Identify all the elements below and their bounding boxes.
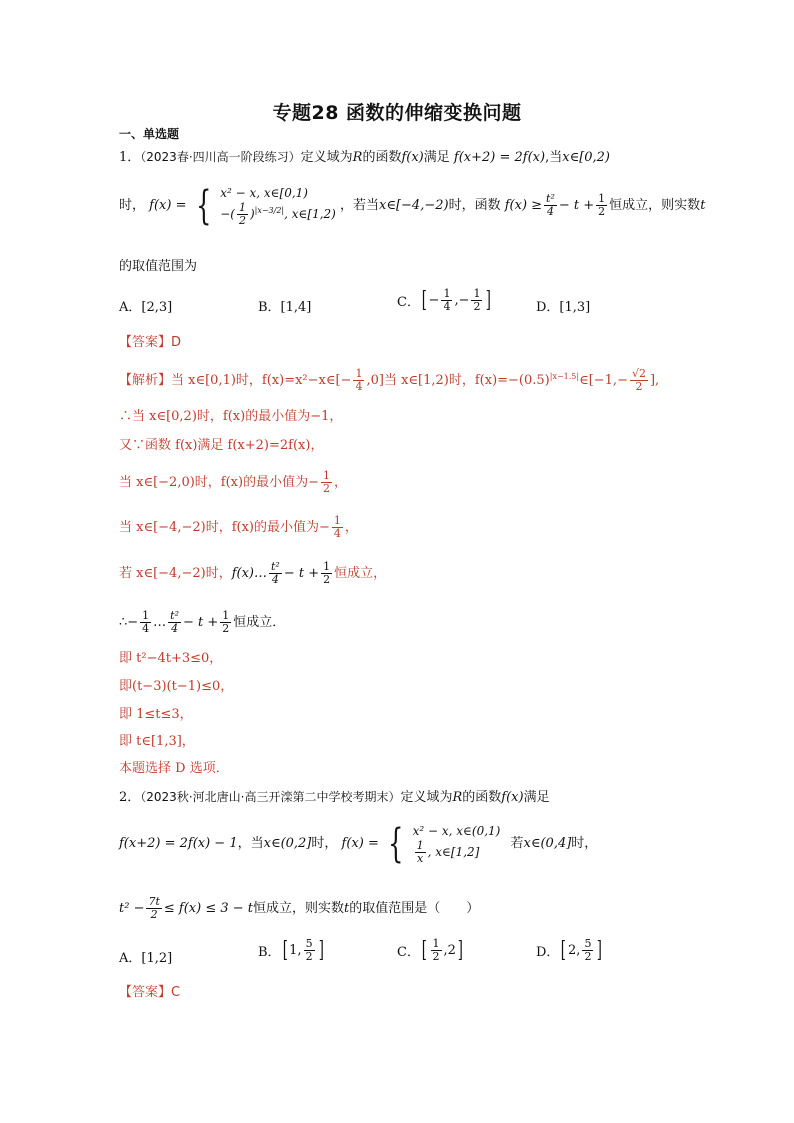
- q2-stem-line3: [119, 896, 479, 921]
- fraction: [471, 288, 482, 313]
- denominator: x: [416, 852, 424, 866]
- q1-solution-line9: 即(t−3)(t−1)≤0，: [119, 679, 234, 694]
- q1-piecewise: [220, 184, 336, 227]
- q1-piece1: x² − x, x∈[0,1): [220, 186, 308, 200]
- q2-piecewise: [413, 822, 501, 865]
- denominator: 2: [238, 214, 246, 228]
- numerator: t²: [546, 192, 555, 205]
- solution-text: 恒成立．: [233, 615, 286, 631]
- q1-piece2-dom: , x∈[1,2): [284, 207, 336, 222]
- q1-piece2-post: ): [249, 207, 255, 222]
- fraction: [146, 896, 161, 921]
- denominator: 4: [171, 622, 179, 636]
- denominator: 4: [443, 300, 451, 314]
- q1-t: t: [700, 197, 706, 213]
- numerator: t²: [271, 560, 280, 573]
- solution-text: ∈[−1,−: [579, 373, 628, 389]
- numerator: 5: [305, 937, 313, 950]
- solution-text: − t +: [183, 615, 219, 631]
- q2-text: 时，: [571, 835, 598, 851]
- q1-text: ，若当: [340, 197, 380, 213]
- q1-text: 时，函数: [448, 197, 501, 213]
- q1-stem-line1: [119, 150, 610, 166]
- q1-solution-line2: ∴当 x∈[0,2)时，f(x)的最小值为−1，: [119, 409, 343, 424]
- fraction: [269, 561, 282, 586]
- q1-solution-line4: 当 x∈[−2,0)时，f(x)的最小值为− $\frac{1}{2}$ ，: [119, 469, 347, 496]
- bracket-glyph: ]: [318, 937, 324, 963]
- q1-text: 恒成立，则实数: [609, 197, 701, 213]
- q2-condition2: x∈(0,4]: [523, 835, 572, 851]
- numerator: t²: [170, 609, 180, 622]
- fraction: [332, 515, 343, 540]
- numerator: 7t: [148, 895, 160, 908]
- q2-option-d-label: D．: [536, 945, 560, 961]
- q1-solution-line1: [119, 368, 659, 393]
- fraction: [220, 610, 231, 635]
- solution-text: 当 x∈[0,1)时，f(x)=x²−x∈[−: [171, 373, 352, 389]
- solution-text: ,0]当 x∈[1,2)时，f(x)=−(0.5): [366, 373, 550, 389]
- numerator: √2: [631, 367, 646, 380]
- q2-option-c: C．[ $\frac{1}{2}$ ,2]: [397, 937, 463, 964]
- denominator: 2: [598, 205, 606, 219]
- fraction: [582, 938, 593, 963]
- solution-exp: |x−1.5|: [549, 371, 580, 381]
- q1-stem-line3: 的取值范围为: [119, 259, 198, 274]
- denominator: 2: [322, 482, 330, 496]
- solution-text: 若 x∈[−4,−2)时，: [119, 566, 232, 582]
- numerator: 1: [416, 839, 424, 852]
- fraction: [353, 368, 364, 393]
- q2-text: 定义域为: [400, 790, 453, 805]
- denominator: 4: [355, 380, 363, 394]
- solution-text: 恒成立，: [334, 566, 387, 582]
- q2-text: 满足: [523, 790, 550, 805]
- q2-option-b-label: B．: [258, 945, 281, 961]
- solution-text: ],: [649, 373, 660, 389]
- q1-option-c: C．[ − $\frac{1}{4}$ ,− $\frac{1}{2}$ ]: [397, 287, 492, 314]
- q1-text: ,当: [545, 150, 563, 165]
- q2-fx-def: f(x) =: [341, 835, 379, 851]
- numerator: 1: [238, 201, 246, 214]
- q1-solution-line3: 又∵函数 f(x)满足 f(x+2)=2f(x)，: [119, 438, 324, 453]
- q1-solution-line5: 当 x∈[−4,−2)时，f(x)的最小值为− $\frac{1}{4}$ ，: [119, 514, 358, 541]
- q2-text: 的函数: [462, 790, 502, 805]
- denominator: 2: [584, 950, 592, 964]
- page-title: 专题28 函数的伸缩变换问题: [272, 102, 522, 124]
- q1-condition: x∈[0,2): [562, 150, 611, 165]
- fraction: [544, 193, 557, 218]
- denominator: 4: [333, 527, 341, 541]
- solution-text: 当 x∈[−2,0)时，f(x)的最小值为−: [119, 475, 319, 491]
- fraction: [237, 202, 248, 227]
- fraction: [304, 938, 315, 963]
- denominator: 2: [635, 380, 643, 394]
- numerator: 1: [322, 469, 330, 482]
- q1-solution-line7: [119, 610, 285, 635]
- numerator: 1: [222, 609, 230, 622]
- solution-text: − t +: [283, 566, 320, 582]
- q2-option-c-label: C．: [397, 945, 420, 961]
- numerator: 1: [432, 937, 440, 950]
- q2-number: 2．: [119, 790, 141, 805]
- bracket-glyph: [: [421, 937, 427, 963]
- bracket-glyph: [: [282, 937, 288, 963]
- q1-solution-line8: 即 t²−4t+3≤0，: [119, 651, 223, 666]
- q1-option-a: A．[2,3]: [119, 300, 173, 315]
- bracket-glyph: ]: [486, 287, 492, 313]
- q2-ineq: t² −: [119, 901, 145, 917]
- q2-fx: f(x): [501, 790, 524, 805]
- denominator: 4: [271, 573, 279, 587]
- solution-text: …: [153, 615, 167, 631]
- denominator: 2: [323, 573, 331, 587]
- q1-ineq-mid: − t +: [558, 197, 595, 213]
- q2-stem-line2: [119, 822, 597, 874]
- solution-label: 【解析】: [119, 373, 172, 389]
- bracket-glyph: ]: [457, 937, 463, 963]
- fraction: [321, 470, 332, 495]
- q2-relation: f(x+2) = 2f(x) − 1: [119, 835, 238, 851]
- q1-text: 的函数: [362, 150, 402, 165]
- denominator: 4: [546, 205, 554, 219]
- q1-option-b: B．[1,4]: [258, 300, 312, 315]
- bracket-glyph: [: [421, 287, 427, 313]
- q2-text: 恒成立，则实数: [253, 901, 345, 917]
- q1-piece2-pre: −(: [220, 207, 235, 222]
- q1-number: 1．: [119, 150, 141, 165]
- q2-answer: 【答案】C: [119, 985, 181, 1000]
- numerator: 1: [598, 192, 606, 205]
- q2-text: 时，: [311, 835, 338, 851]
- q1-piece2-exp: |x−3/2|: [254, 206, 285, 216]
- q1-solution-line12: 本题选择 D 选项．: [119, 761, 229, 776]
- q2-option-b: B．[ 1, $\frac{5}{2}$ ]: [258, 937, 324, 964]
- q2-text: ，当: [237, 835, 264, 851]
- q1-option-d: D．[1,3]: [536, 300, 591, 315]
- q2-piece1: x² − x, x∈(0,1): [412, 824, 501, 838]
- denominator: 2: [432, 950, 440, 964]
- denominator: 2: [473, 300, 481, 314]
- fraction: [168, 610, 181, 635]
- q2-ineq-b: ≤ f(x) ≤ 3 − t: [163, 901, 254, 917]
- bracket-glyph: ]: [597, 937, 603, 963]
- q1-text: 定义域为: [300, 150, 353, 165]
- numerator: 1: [333, 514, 341, 527]
- fraction: [321, 561, 332, 586]
- denominator: 2: [150, 908, 158, 922]
- q1-piece2: [220, 202, 336, 227]
- q2-text: 若: [510, 835, 524, 851]
- brace-glyph: {: [195, 182, 211, 229]
- q2-stem-line1: [119, 790, 550, 806]
- brace-glyph: {: [388, 820, 404, 867]
- q1-solution-line6: [119, 561, 386, 586]
- bracket-glyph: [: [561, 937, 567, 963]
- q1-fx: f(x): [401, 150, 424, 165]
- q1-text: 时，: [119, 197, 146, 213]
- solution-text: 当 x∈[−4,−2)时，f(x)的最小值为−: [119, 520, 330, 536]
- q1-solution-line11: 即 t∈[1,3]，: [119, 734, 195, 749]
- numerator: 1: [473, 287, 481, 300]
- fraction: [596, 193, 607, 218]
- q1-answer: 【答案】D: [119, 335, 182, 350]
- fraction: [441, 288, 452, 313]
- q1-fx-def: f(x) =: [149, 197, 187, 213]
- fraction: [630, 368, 648, 393]
- q1-R: R: [352, 150, 363, 165]
- q2-text: 的取值范围是（ ）: [349, 901, 480, 917]
- solution-text: ∴−: [119, 615, 139, 631]
- denominator: 2: [222, 622, 230, 636]
- section-heading: 一、单选题: [119, 127, 180, 141]
- q2-piece2: [413, 840, 501, 865]
- q1-option-c-label: C．: [397, 295, 420, 311]
- denominator: 2: [305, 950, 313, 964]
- solution-text: f(x)…: [231, 566, 267, 582]
- q1-text: 满足: [423, 150, 450, 165]
- denominator: 4: [142, 622, 150, 636]
- fraction: [415, 840, 426, 865]
- q2-condition: x∈(0,2]: [263, 835, 312, 851]
- numerator: 1: [323, 560, 331, 573]
- q1-relation: f(x+2) = 2f(x): [453, 150, 546, 165]
- q1-condition2: x∈[−4,−2): [379, 197, 449, 213]
- q2-source: （2023秋·河北唐山·高三开滦第二中学校考期末）: [140, 790, 401, 804]
- q1-solution-line10: 即 1≤t≤3，: [119, 707, 193, 722]
- q2-option-d: D．[ 2, $\frac{5}{2}$ ]: [536, 937, 603, 964]
- fraction: [140, 610, 151, 635]
- fraction: [431, 938, 442, 963]
- numerator: 1: [443, 287, 451, 300]
- numerator: 1: [355, 367, 363, 380]
- q2-R: R: [452, 790, 463, 805]
- numerator: 1: [142, 609, 150, 622]
- q1-stem-line2: [119, 184, 705, 236]
- q2-t: t: [344, 901, 350, 917]
- q1-source: （2023春·四川高一阶段练习）: [140, 150, 301, 164]
- q2-option-a: A．[1,2]: [119, 951, 173, 966]
- q1-ineq: f(x) ≥: [504, 197, 543, 213]
- q2-piece2-dom: , x∈[1,2]: [427, 845, 480, 860]
- numerator: 5: [584, 937, 592, 950]
